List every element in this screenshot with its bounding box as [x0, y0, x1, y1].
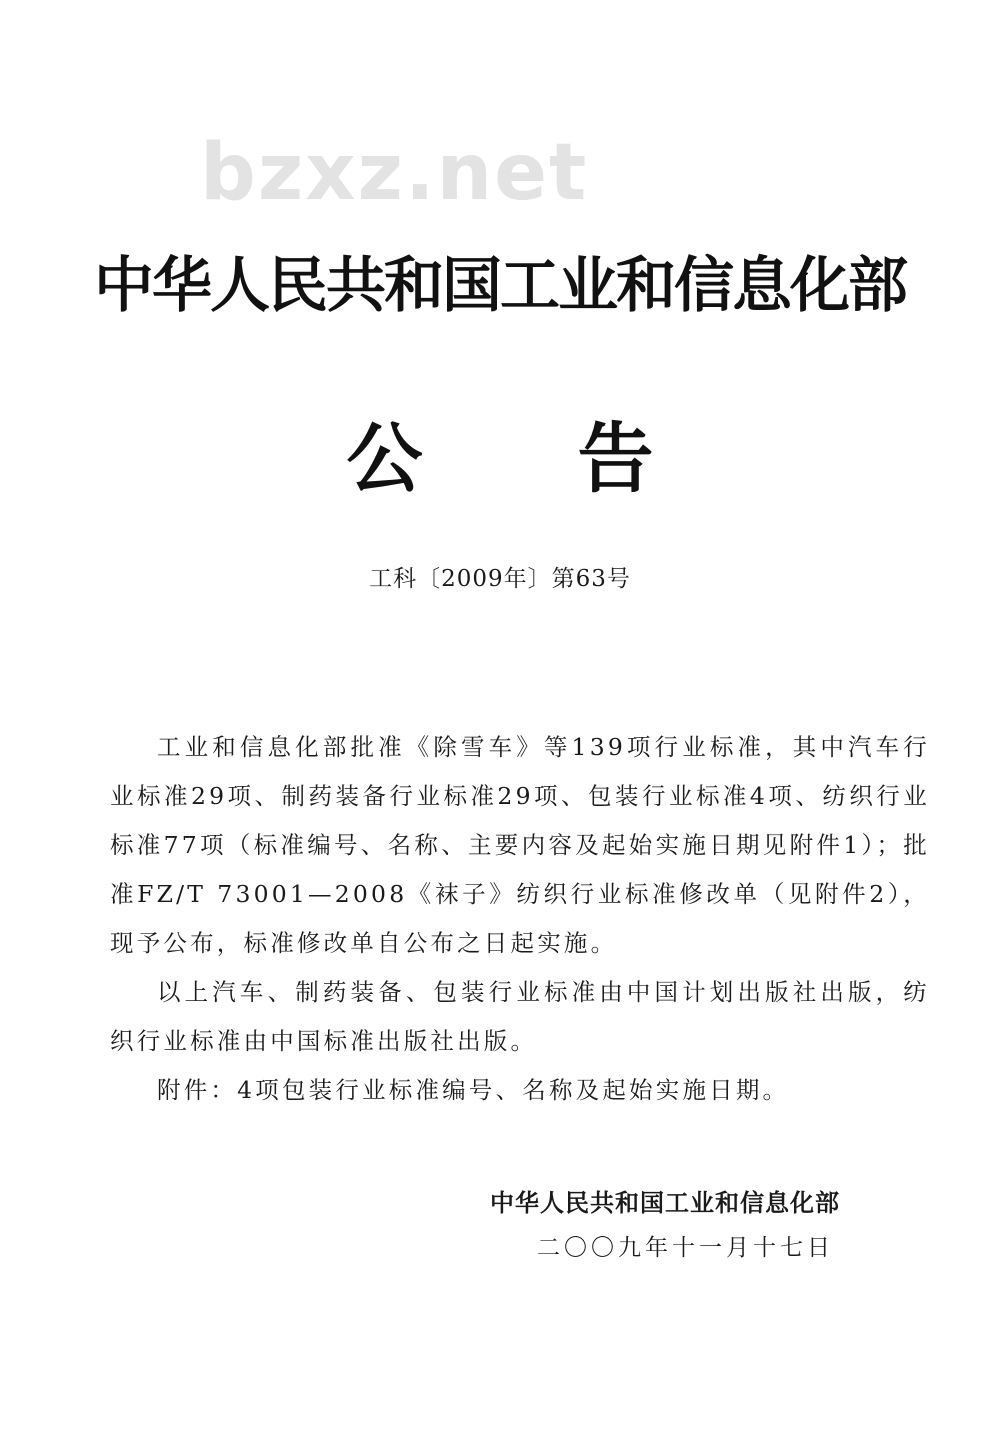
- body-paragraph: 工业和信息化部批准《除雪车》等139项行业标准，其中汽车行业标准29项、制药装备行业标准29项、包装行业标准4项、纺织行业标准77项（标准编号、名称、主要内容及起始实施日期见附件1）；批准FZ/T 73001—2008《袜子》纺织行业标准修改单（见附件2），现予公布，标准修改单自公布之日起实施。: [110, 733, 930, 957]
- notice-title: [0, 398, 1000, 507]
- ministry-name: 中华人民共和国工业和信息化部: [94, 251, 906, 321]
- watermark: bzxz.net: [200, 128, 589, 218]
- signature: 中华人民共和国工业和信息化部: [490, 1189, 840, 1217]
- issue-date: 二〇〇九年十一月十七日: [537, 1235, 834, 1261]
- body-paragraph: 以上汽车、制药装备、包装行业标准由中国计划出版社出版，纺织行业标准由中国标准出版社出版。: [110, 978, 930, 1055]
- document-number: 工科〔2009年〕第63号: [369, 566, 631, 592]
- notice-title-char-1: 公: [346, 414, 423, 503]
- notice-body: [110, 723, 930, 1115]
- notice-title-char-2: 告: [577, 414, 654, 503]
- body-paragraph: 附件：4项包装行业标准编号、名称及起始实施日期。: [157, 1076, 790, 1104]
